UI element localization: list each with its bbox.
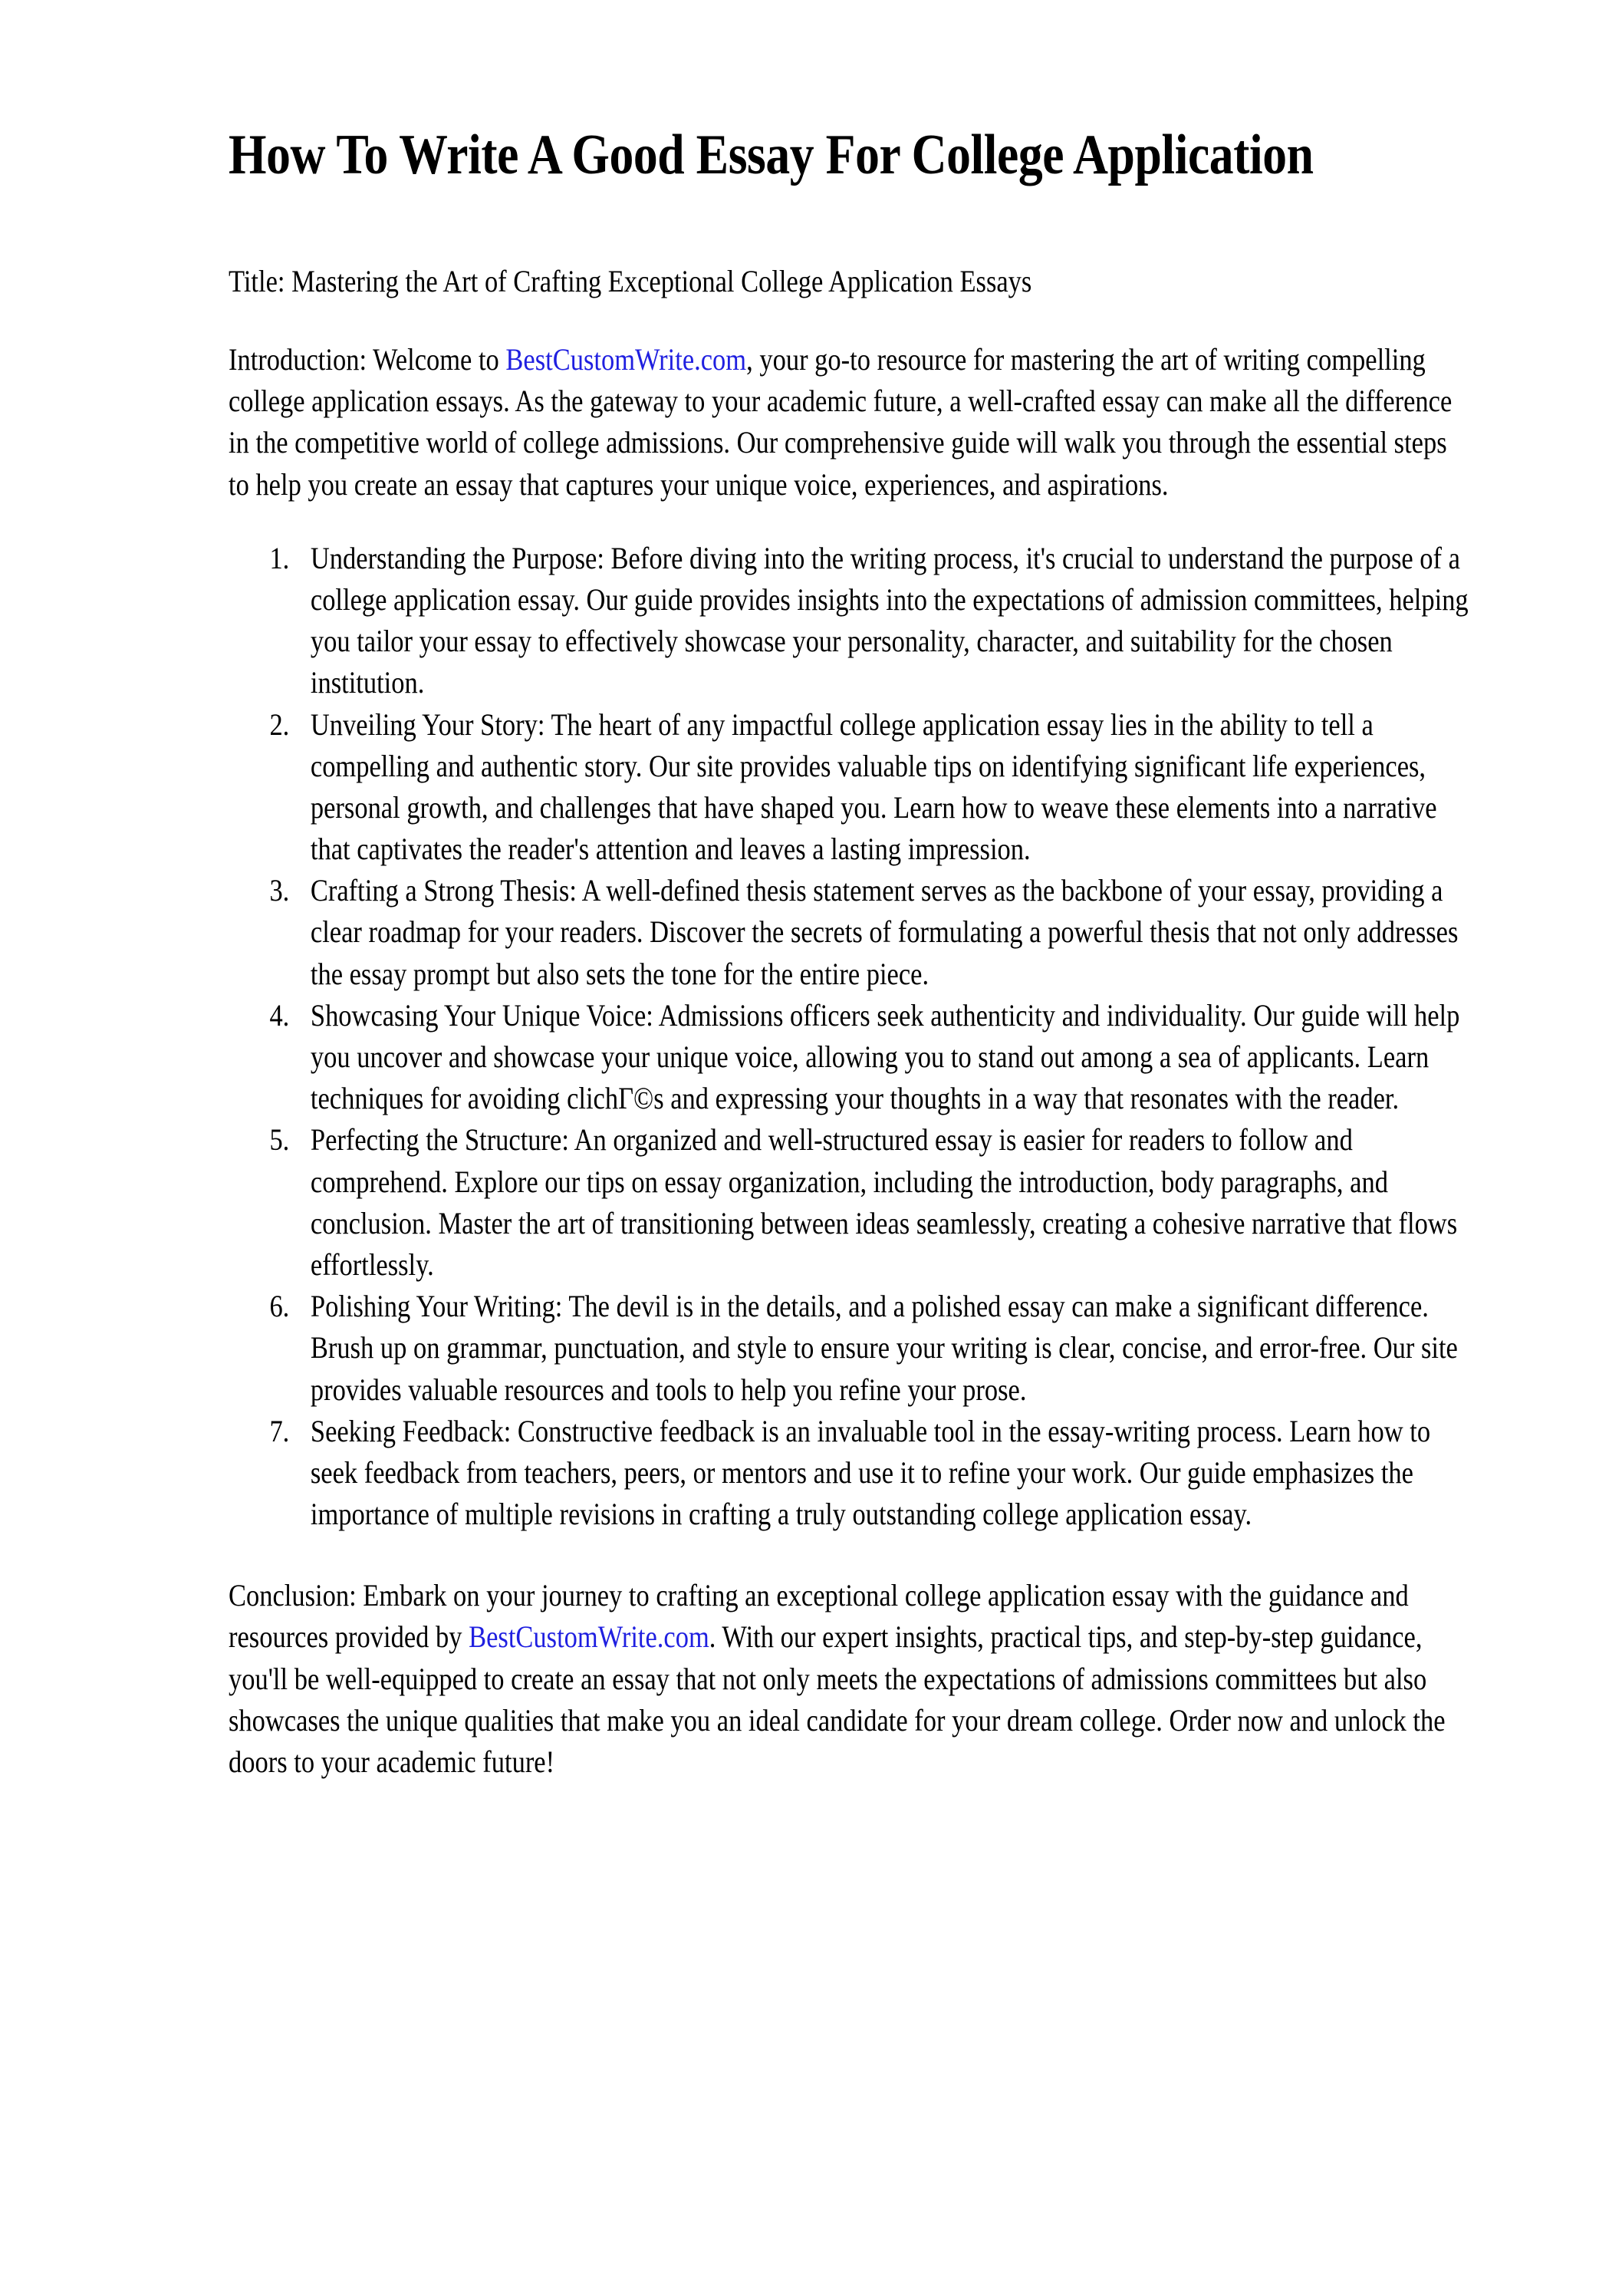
article-subtitle-line: Title: Mastering the Art of Crafting Exceptional College Application Essays [229, 263, 1032, 298]
conclusion-lead-text: Conclusion: Embark on your journey to crafting an exceptional college application essay with the guidance and resources provided by [229, 1578, 1409, 1655]
list-item: 3. Crafting a Strong Thesis: A well-defined thesis statement serves as the backbone of your essay, providing a clear roadmap for your readers. Discover the secrets of formulating a powerful thesis that not only addresses the essay prompt but also sets the tone for the entire piece. [296, 870, 1472, 995]
brand-link-intro[interactable]: BestCustomWrite.com [505, 342, 747, 377]
steps-list [229, 538, 1472, 1536]
article-body [229, 261, 1472, 1783]
list-item: 6. Polishing Your Writing: The devil is in the details, and a polished essay can make a significant difference. Brush up on grammar, punctuation, and style to ensure your writing is clear, concise, and error-free. Our site provides valuable resources and tools to help you refine your prose. [296, 1286, 1472, 1411]
introduction-rest-text: , your go-to resource for mastering the art of writing compelling college application essays. As the gateway to your academic future, a well-crafted essay can make all the difference in the competitive world of college admissions. Our comprehensive guide will walk you through the essential steps to help you create an essay that captures your unique voice, experiences, and aspirations. [229, 342, 1453, 502]
list-item: 4. Showcasing Your Unique Voice: Admissions officers seek authenticity and individuality. Our guide will help you uncover and showcase your unique voice, allowing you to stand out among a sea of applicants. Learn techniques for avoiding clichΓ©s and expressing your thoughts in a way that resonates with the reader. [296, 995, 1472, 1120]
list-item: 1. Understanding the Purpose: Before diving into the writing process, it's crucial to understand the purpose of a college application essay. Our guide provides insights into the expectations of admission committees, helping you tailor your essay to effectively showcase your personality, character, and suitability for the chosen institution. [296, 538, 1472, 704]
list-item: 5. Perfecting the Structure: An organized and well-structured essay is easier for readers to follow and comprehend. Explore our tips on essay organization, including the introduction, body paragraphs, and conclusion. Master the art of transitioning between ideas seamlessly, creating a cohesive narrative that flows effortlessly. [296, 1119, 1472, 1286]
page-title: How To Write A Good Essay For College Application [229, 124, 1314, 186]
introduction-paragraph [229, 339, 1472, 506]
list-item: 2. Unveiling Your Story: The heart of any impactful college application essay lies in the ability to tell a compelling and authentic story. Our site provides valuable tips on identifying significant life experiences, personal growth, and challenges that have shaped you. Learn how to weave these elements into a narrative that captivates the reader's attention and leaves a lasting impression. [296, 704, 1472, 871]
brand-link-conclusion[interactable]: BestCustomWrite.com [469, 1619, 709, 1655]
conclusion-paragraph [229, 1575, 1472, 1783]
introduction-lead-text: Introduction: Welcome to [229, 342, 506, 377]
list-item: 7. Seeking Feedback: Constructive feedback is an invaluable tool in the essay-writing process. Learn how to seek feedback from teachers, peers, or mentors and use it to refine your work. Our guide emphasizes the importance of multiple revisions in crafting a truly outstanding college application essay. [296, 1411, 1472, 1536]
conclusion-rest-text: . With our expert insights, practical tips, and step-by-step guidance, you'll be well-equipped to create an essay that not only meets the expectations of admissions committees but also showcases the unique qualities that make you an ideal candidate for your dream college. Order now and unlock the doors to your academic future! [229, 1619, 1446, 1780]
